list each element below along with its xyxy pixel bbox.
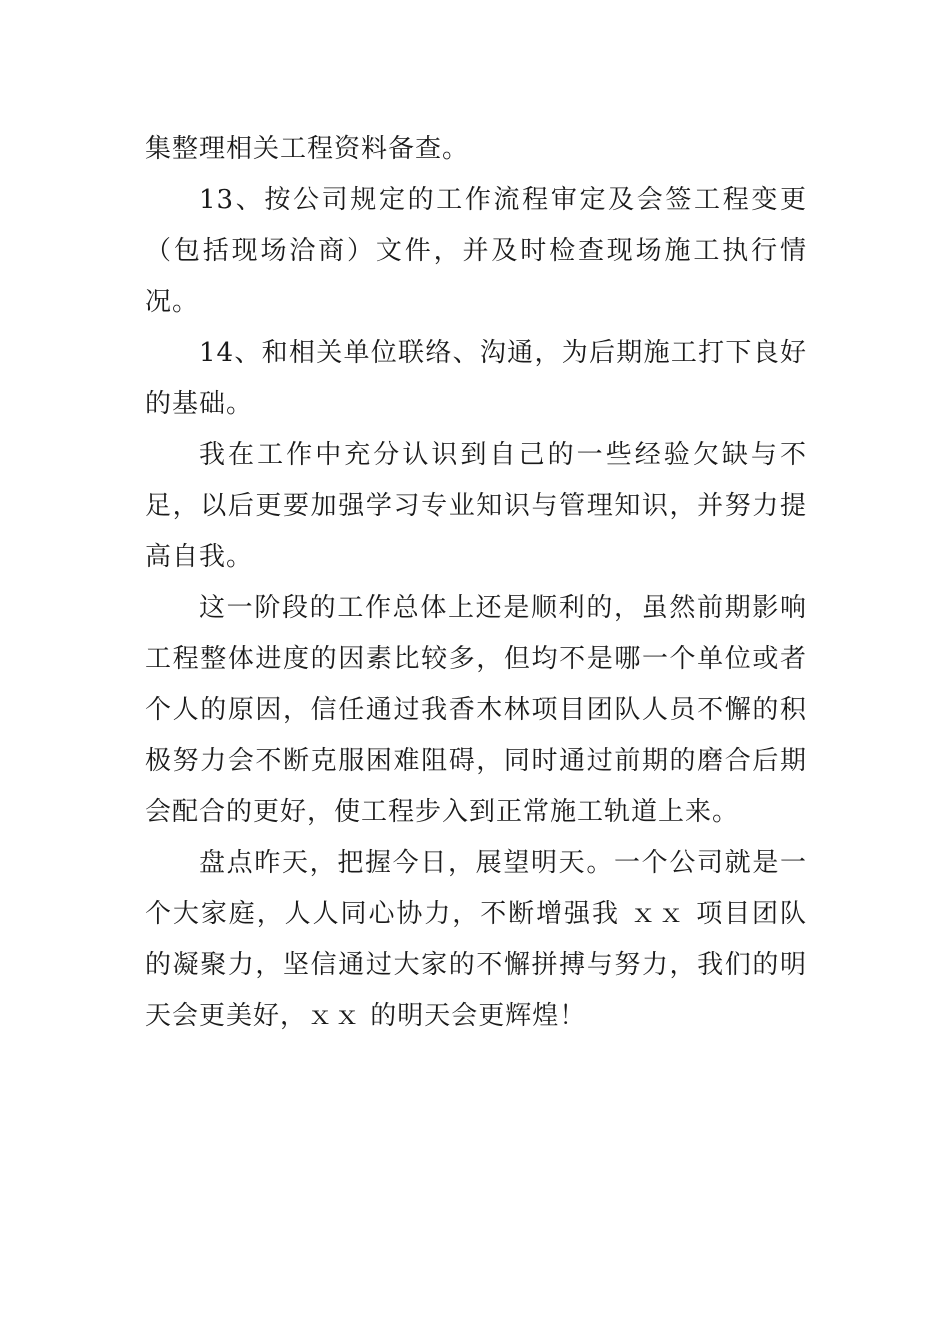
paragraph-self-reflection: 我在工作中充分认识到自己的一些经验欠缺与不足，以后更要加强学习专业知识与管理知识，并努力提高自我。 [145, 440, 807, 572]
paragraph-item-14: 14、和相关单位联络、沟通，为后期施工打下良好的基础。 [145, 338, 807, 419]
document-body [145, 124, 807, 1042]
paragraph-continued: 集整理相关工程资料备查。 [145, 134, 470, 164]
paragraph-stage-summary: 这一阶段的工作总体上还是顺利的，虽然前期影响工程整体进度的因素比较多，但均不是哪一个单位或者个人的原因，信任通过我香木林项目团队人员不懈的积极努力会不断克服困难阻碍，同时通过前期的磨合后期会配合的更好，使工程步入到正常施工轨道上来。 [145, 593, 807, 827]
paragraph-closing: 盘点昨天，把握今日，展望明天。一个公司就是一个大家庭，人人同心协力，不断增强我 ｘｘ 项目团队的凝聚力，坚信通过大家的不懈拼搏与努力，我们的明天会更美好，ｘｘ 的明天会更辉煌！ [145, 848, 807, 1031]
paragraph-item-13: 13、按公司规定的工作流程审定及会签工程变更（包括现场洽商）文件，并及时检查现场施工执行情况。 [145, 185, 807, 317]
